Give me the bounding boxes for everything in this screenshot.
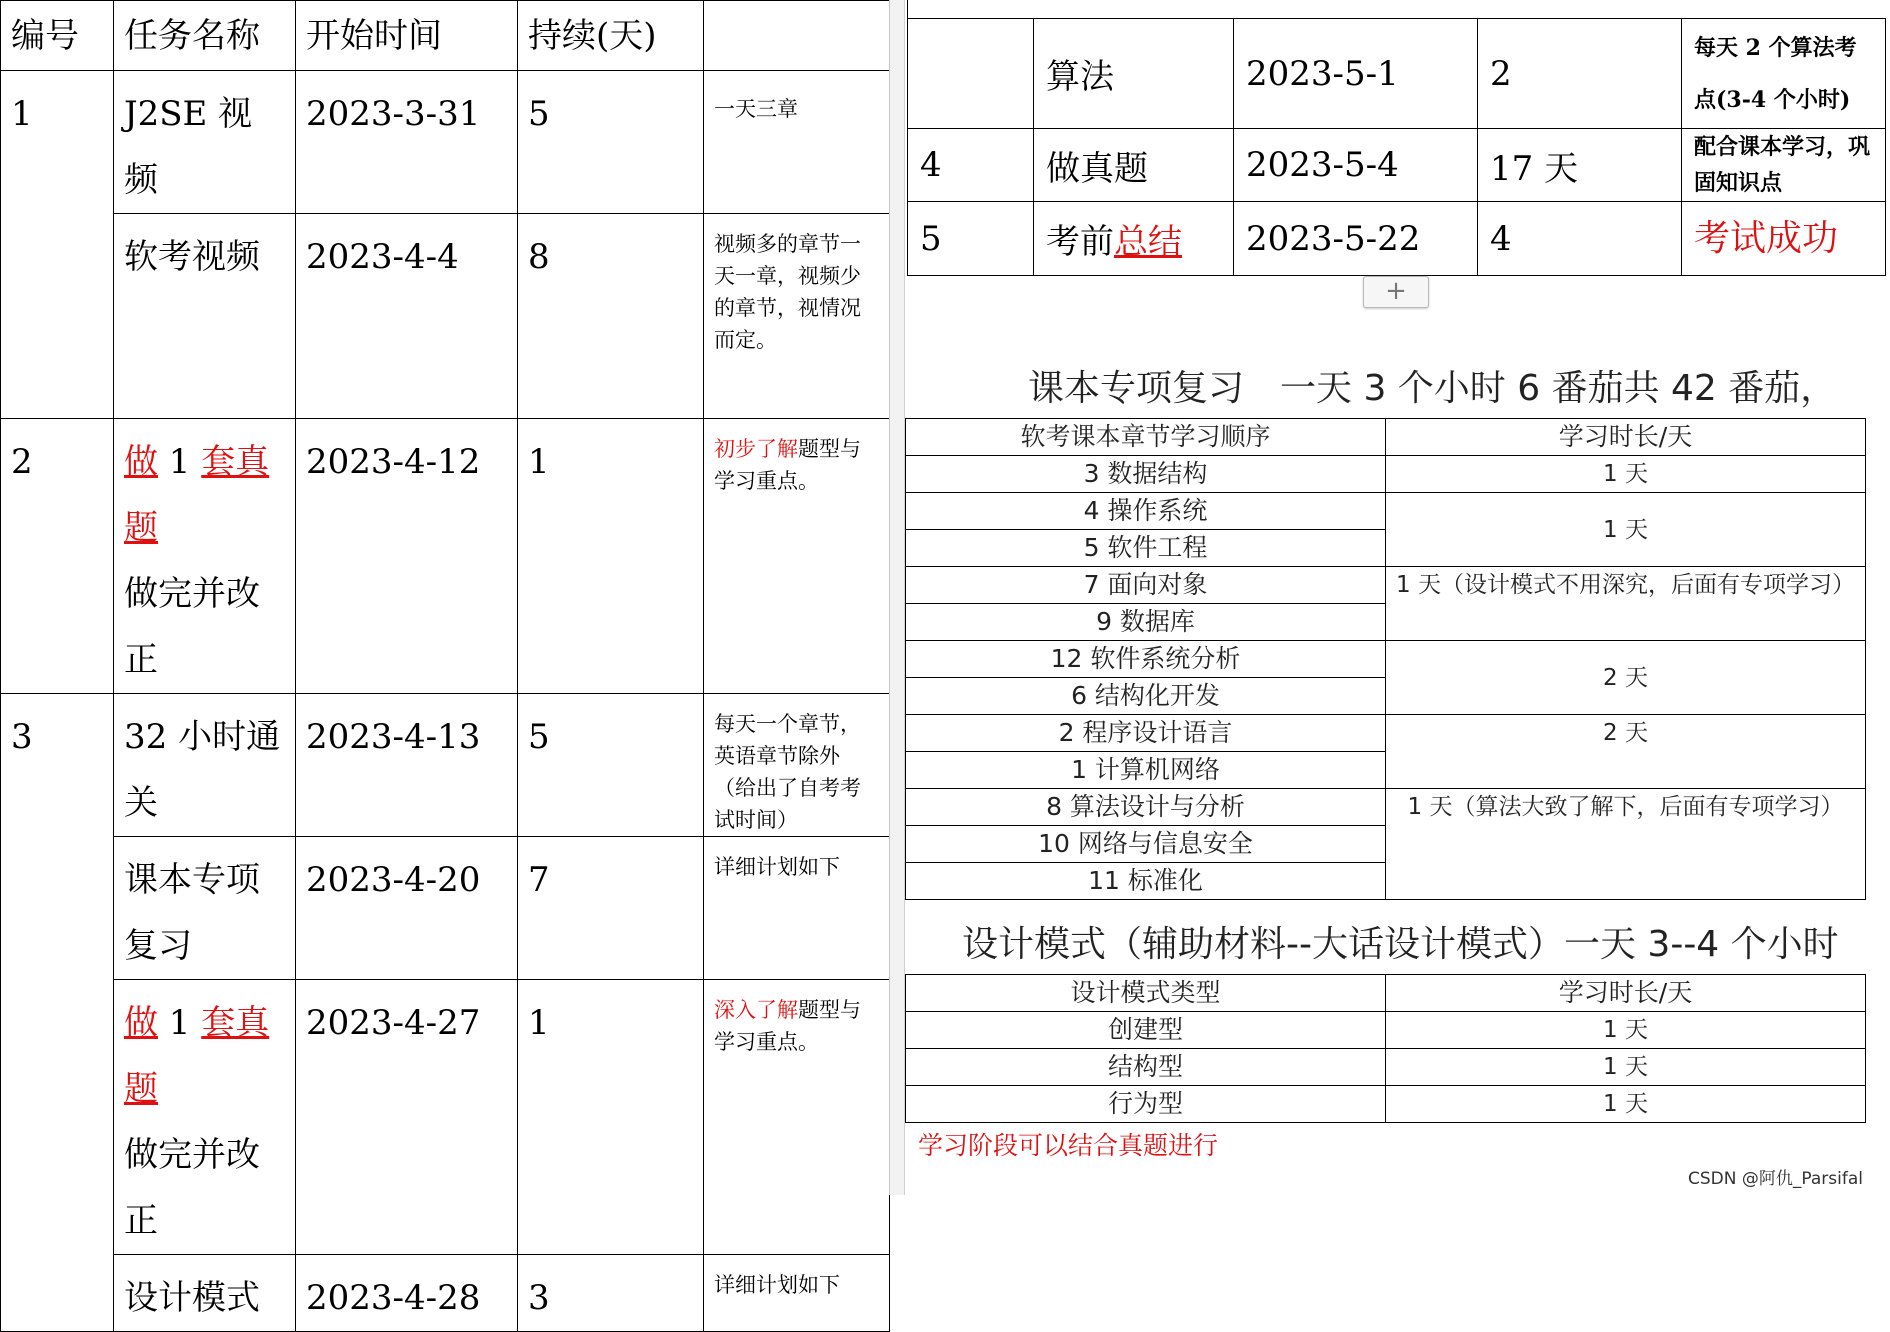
schedule-table [0,0,890,1332]
task-note: 详细计划如下 [704,837,890,980]
table-row [906,1049,1866,1086]
highlight-text: 做 [124,442,158,482]
task-name: 做 1 套真题 做完并改正 [114,419,296,694]
table-row [1,837,890,980]
highlight-text: 总结 [1114,222,1182,262]
chapter-cell: 12 软件系统分析 [906,641,1386,678]
header-cell: 设计模式类型 [906,975,1386,1012]
duration-cell: 2 天 [1386,641,1866,715]
highlight-text: 深入了解 [714,998,798,1022]
pattern-type-cell: 行为型 [906,1086,1386,1123]
table-row [1,694,890,837]
task-note: 视频多的章节一天一章，视频少的章节，视情况而定。 [704,214,890,419]
task-days: 5 [518,694,704,837]
highlight-text: 套真题 [124,1003,270,1109]
task-number: 5 [908,202,1034,276]
pattern-type-cell: 结构型 [906,1049,1386,1086]
task-note: 考试成功 [1682,202,1886,276]
highlight-text: 套真题 [124,442,270,548]
header-cell: 编号 [1,1,114,71]
duration-cell: 1 天（设计模式不用深究，后面有专项学习） [1386,567,1866,641]
task-days: 5 [518,71,704,214]
duration-cell: 1 天 [1386,1049,1866,1086]
header-cell: 开始时间 [296,1,518,71]
header-cell: 学习时长/天 [1386,975,1866,1012]
chapter-cell: 1 计算机网络 [906,752,1386,789]
table-row [1,1255,890,1332]
header-cell: 持续(天) [518,1,704,71]
highlight-text: 做 [124,1003,158,1043]
task-days: 2 [1478,19,1682,129]
task-days: 7 [518,837,704,980]
table-row [906,493,1866,530]
design-section-title: 设计模式（辅助材料--大话设计模式）一天 3--4 个小时 [962,924,1839,965]
table-header-row [906,419,1866,456]
design-pattern-table [905,974,1866,1123]
task-start: 2023-4-20 [296,837,518,980]
header-cell [704,1,890,71]
table-row [906,789,1866,826]
task-number: 4 [908,129,1034,202]
table-row [1,71,890,214]
task-number: 2 [1,419,114,694]
task-number [908,19,1034,129]
table-row [906,1012,1866,1049]
task-days: 8 [518,214,704,419]
task-name: 做 1 套真题 做完并改正 [114,980,296,1255]
table-row [908,202,1886,276]
pattern-type-cell: 创建型 [906,1012,1386,1049]
task-start: 2023-4-27 [296,980,518,1255]
task-start: 2023-4-13 [296,694,518,837]
table-header-row [906,975,1866,1012]
table-row [906,567,1866,604]
chapter-cell: 7 面向对象 [906,567,1386,604]
task-days: 4 [1478,202,1682,276]
table-top-border [907,0,1886,18]
task-note: 每天 2 个算法考点(3-4 个小时) [1682,19,1886,129]
task-note: 配合课本学习，巩固知识点 [1682,129,1886,202]
highlight-text: 初步了解 [714,437,798,461]
chapter-cell: 10 网络与信息安全 [906,826,1386,863]
task-name: 32 小时通关 [114,694,296,837]
add-row-button[interactable]: + [1363,276,1429,308]
chapter-cell: 6 结构化开发 [906,678,1386,715]
task-name: 设计模式 [114,1255,296,1332]
table-row [1,980,890,1255]
chapter-cell: 4 操作系统 [906,493,1386,530]
task-name: J2SE 视频 [114,71,296,214]
task-note: 每天一个章节，英语章节除外（给出了自考考试时间） [704,694,890,837]
task-name: 做真题 [1034,129,1234,202]
task-name: 算法 [1034,19,1234,129]
textbook-section-title: 课本专项复习 一天 3 个小时 6 番茄共 42 番茄， [1028,368,1837,409]
table-row [906,715,1866,752]
footnote-text: 学习阶段可以结合真题进行 [918,1131,1219,1160]
task-start: 2023-5-1 [1234,19,1478,129]
task-start: 2023-4-28 [296,1255,518,1332]
chapter-cell: 3 数据结构 [906,456,1386,493]
table-row [1,419,890,694]
task-number: 3 [1,694,114,1332]
header-cell: 软考课本章节学习顺序 [906,419,1386,456]
duration-cell: 1 天 [1386,1086,1866,1123]
task-name: 软考视频 [114,214,296,419]
task-note: 初步了解题型与学习重点。 [704,419,890,694]
table-row [906,1086,1866,1123]
task-number: 1 [1,71,114,419]
table-row [1,214,890,419]
duration-cell: 1 天 [1386,1012,1866,1049]
duration-cell: 1 天（算法大致了解下，后面有专项学习） [1386,789,1866,900]
table-row [906,456,1866,493]
task-start: 2023-5-4 [1234,129,1478,202]
task-note: 深入了解题型与学习重点。 [704,980,890,1255]
table-row [906,641,1866,678]
task-start: 2023-4-4 [296,214,518,419]
task-days: 17 天 [1478,129,1682,202]
header-cell: 任务名称 [114,1,296,71]
task-name: 课本专项复习 [114,837,296,980]
task-start: 2023-4-12 [296,419,518,694]
chapter-cell: 11 标准化 [906,863,1386,900]
task-start: 2023-3-31 [296,71,518,214]
task-days: 1 [518,980,704,1255]
task-note: 一天三章 [704,71,890,214]
chapter-cell: 5 软件工程 [906,530,1386,567]
table-row [908,19,1886,129]
task-days: 3 [518,1255,704,1332]
header-cell: 学习时长/天 [1386,419,1866,456]
watermark: CSDN @阿仇_Parsifal [1688,1169,1863,1189]
schedule-table-continued [907,18,1886,276]
duration-cell: 1 天 [1386,456,1866,493]
duration-cell: 2 天 [1386,715,1866,789]
task-note: 详细计划如下 [704,1255,890,1332]
duration-cell: 1 天 [1386,493,1866,567]
table-row [908,129,1886,202]
chapter-cell: 2 程序设计语言 [906,715,1386,752]
textbook-plan-table [905,418,1866,900]
chapter-cell: 8 算法设计与分析 [906,789,1386,826]
task-name: 考前总结 [1034,202,1234,276]
chapter-cell: 9 数据库 [906,604,1386,641]
task-start: 2023-5-22 [1234,202,1478,276]
table-header-row [1,1,890,71]
page-divider [889,0,905,1195]
task-days: 1 [518,419,704,694]
